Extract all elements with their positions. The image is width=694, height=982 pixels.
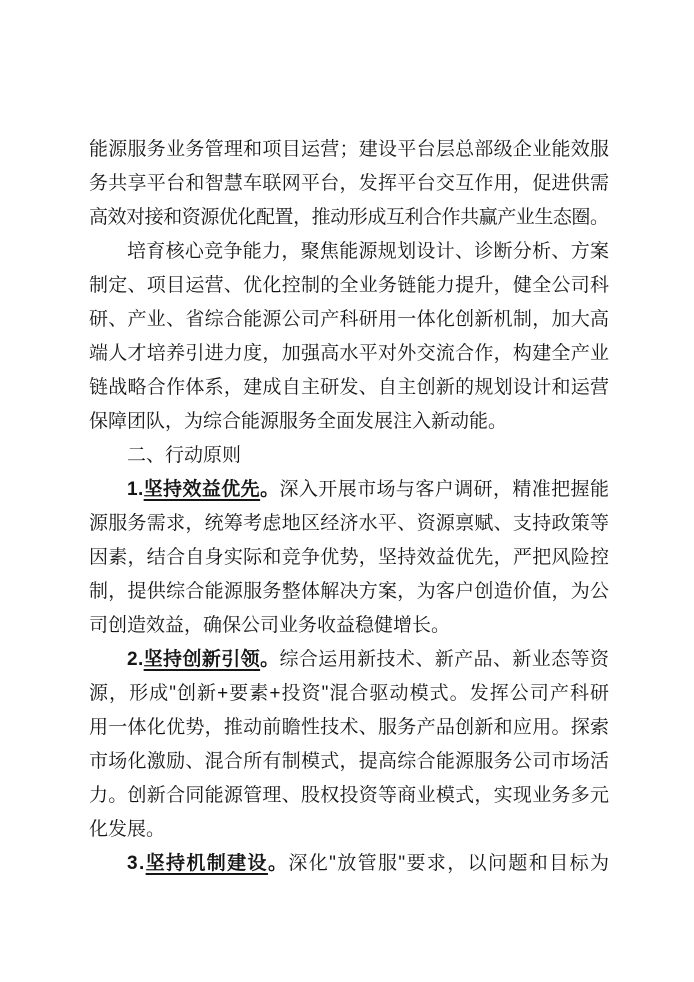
text-run-group [89, 309, 609, 330]
text-run: 深入开展市场与客户调研，精准把握能 [279, 479, 610, 500]
text-run: 制，提供综合能源服务整体解决方案，为客户创造价值，为公 [89, 581, 610, 602]
text-line [89, 541, 609, 575]
item-title-period: 。 [260, 649, 280, 670]
text-run-group [89, 173, 609, 194]
text-run-group [89, 377, 609, 398]
text-line [89, 507, 609, 541]
text-line [89, 745, 609, 779]
text-run: 源，形成"创新+要素+投资"混合驱动模式。发挥公司产科研 [89, 683, 611, 704]
item-title-period: 。 [260, 479, 280, 500]
text-run-group [89, 547, 609, 568]
item-title: 坚持效益优先 [143, 479, 261, 500]
text-run-group [89, 717, 609, 738]
text-run: 制定、项目运营、优化控制的全业务链能力提升，健全公司科 [89, 275, 610, 296]
text-line [89, 371, 609, 405]
text-run: 力。创新合同能源管理、股权投资等商业模式，实现业务多元 [89, 785, 610, 806]
text-run-group [89, 513, 609, 534]
text-line [89, 133, 609, 167]
text-line [89, 201, 609, 235]
text-run-group [127, 853, 610, 874]
text-run: 用一体化优势，推动前瞻性技术、服务产品创新和应用。探索 [89, 717, 610, 738]
text-line [89, 303, 609, 337]
text-run-group [89, 819, 165, 840]
document-body [89, 133, 609, 881]
text-line [89, 779, 609, 813]
text-run: 源服务需求，统筹考虑地区经济水平、资源禀赋、支持政策等 [89, 513, 610, 534]
section-heading-text: 二、行动原则 [127, 445, 242, 466]
text-run: 因素，结合自身实际和竞争优势，坚持效益优先，严把风险控 [89, 547, 610, 568]
text-run: 能源服务业务管理和项目运营；建设平台层总部级企业能效服 [89, 139, 610, 160]
text-line [89, 847, 609, 881]
text-line [89, 813, 609, 847]
text-line [89, 575, 609, 609]
item-title-period: 。 [267, 853, 289, 874]
text-line [89, 711, 609, 745]
text-run: 务共享平台和智慧车联网平台，发挥平台交互作用，促进供需 [89, 173, 610, 194]
text-run-group [89, 683, 610, 704]
text-run-group [89, 751, 609, 772]
item-number: 2. [127, 649, 144, 670]
text-line [89, 643, 609, 677]
item-title: 坚持创新引领 [143, 649, 261, 670]
text-run: 高效对接和资源优化配置，推动形成互利合作共赢产业生态圈。 [89, 207, 609, 228]
text-run: 市场化激励、混合所有制模式，提高综合能源服务公司市场活 [89, 751, 610, 772]
text-run-group [89, 207, 609, 228]
text-line [89, 405, 609, 439]
text-run-group [89, 785, 609, 806]
text-run-group [127, 445, 241, 466]
text-run-group [89, 275, 609, 296]
text-line [89, 337, 609, 371]
text-line [89, 235, 609, 269]
item-number: 3. [127, 853, 146, 874]
text-line [89, 473, 609, 507]
text-run: 链战略合作体系，建成自主研发、自主创新的规划设计和运营 [89, 377, 610, 398]
text-run: 综合运用新技术、新产品、新业态等资 [279, 649, 610, 670]
text-run-group [89, 343, 609, 364]
text-run: 端人才培养引进力度，加强高水平对外交流合作，构建全产业 [89, 343, 610, 364]
text-run: 保障团队，为综合能源服务全面发展注入新动能。 [89, 411, 508, 432]
text-run-group [89, 411, 507, 432]
text-run-group [127, 649, 609, 670]
text-run: 司创造效益，确保公司业务收益稳健增长。 [89, 615, 451, 636]
text-line [89, 609, 609, 643]
text-run-group [89, 581, 609, 602]
text-run: 研、产业、省综合能源公司产科研用一体化创新机制，加大高 [89, 309, 610, 330]
text-line [89, 167, 609, 201]
text-run-group [127, 479, 609, 500]
item-number: 1. [127, 479, 144, 500]
text-line [89, 677, 609, 711]
text-run: 培育核心竞争能力，聚焦能源规划设计、诊断分析、方案 [127, 241, 610, 262]
section-heading [89, 439, 609, 473]
text-run-group [89, 615, 450, 636]
text-run: 深化"放管服"要求，以问题和目标为 [288, 853, 611, 874]
text-line [89, 269, 609, 303]
text-run: 化发展。 [89, 819, 166, 840]
item-title: 坚持机制建设 [145, 853, 268, 874]
text-run-group [127, 241, 609, 262]
text-run-group [89, 139, 609, 160]
